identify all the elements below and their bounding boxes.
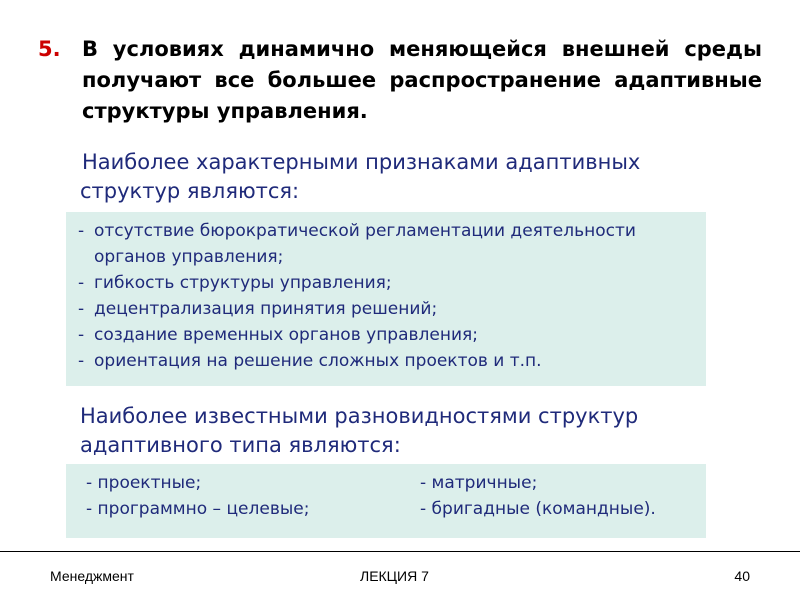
types-heading: Наиболее известными разновидностями структур адаптивного типа являются: [80, 404, 639, 457]
footer-lecture: ЛЕКЦИЯ 7 [360, 568, 429, 584]
types-box [66, 464, 706, 538]
feature-item [78, 218, 706, 270]
dash-glyph: - [78, 299, 85, 319]
point-number: 5. [38, 37, 61, 61]
feature-item [78, 296, 706, 322]
main-point [38, 34, 762, 127]
type-item-program-target: - программно – целевые; [86, 499, 310, 519]
feature-continuation: органов управления; [94, 247, 284, 267]
feature-text: ориентация на решение сложных проектов и т.п. [94, 351, 542, 371]
feature-text: децентрализация принятия решений; [94, 299, 438, 319]
features-list [66, 212, 706, 374]
point-text: В условиях динамично меняющейся внешней среды получают все большее распространение адаптивные структуры управления. [82, 37, 762, 123]
footer-course: Менеджмент [50, 568, 134, 584]
feature-item [78, 322, 706, 348]
feature-item [78, 348, 706, 374]
dash-glyph: - [78, 351, 85, 371]
dash-glyph: - [78, 221, 85, 241]
types-grid [66, 464, 706, 522]
dash-glyph: - [78, 325, 85, 345]
dash-glyph: - [78, 273, 85, 293]
features-heading: Наиболее характерными признаками адаптивных структур являются: [80, 150, 641, 203]
feature-text: гибкость структуры управления; [94, 273, 392, 293]
page-number: 40 [734, 568, 750, 584]
feature-item [78, 270, 706, 296]
type-item-brigade: - бригадные (командные). [420, 499, 656, 519]
footer-divider [0, 551, 800, 552]
feature-text: отсутствие бюрократической регламентации деятельности [94, 221, 636, 241]
feature-text: создание временных органов управления; [94, 325, 478, 345]
type-item-matrix: - матричные; [420, 473, 538, 493]
features-box [66, 212, 706, 386]
type-item-project: - проектные; [86, 473, 202, 493]
